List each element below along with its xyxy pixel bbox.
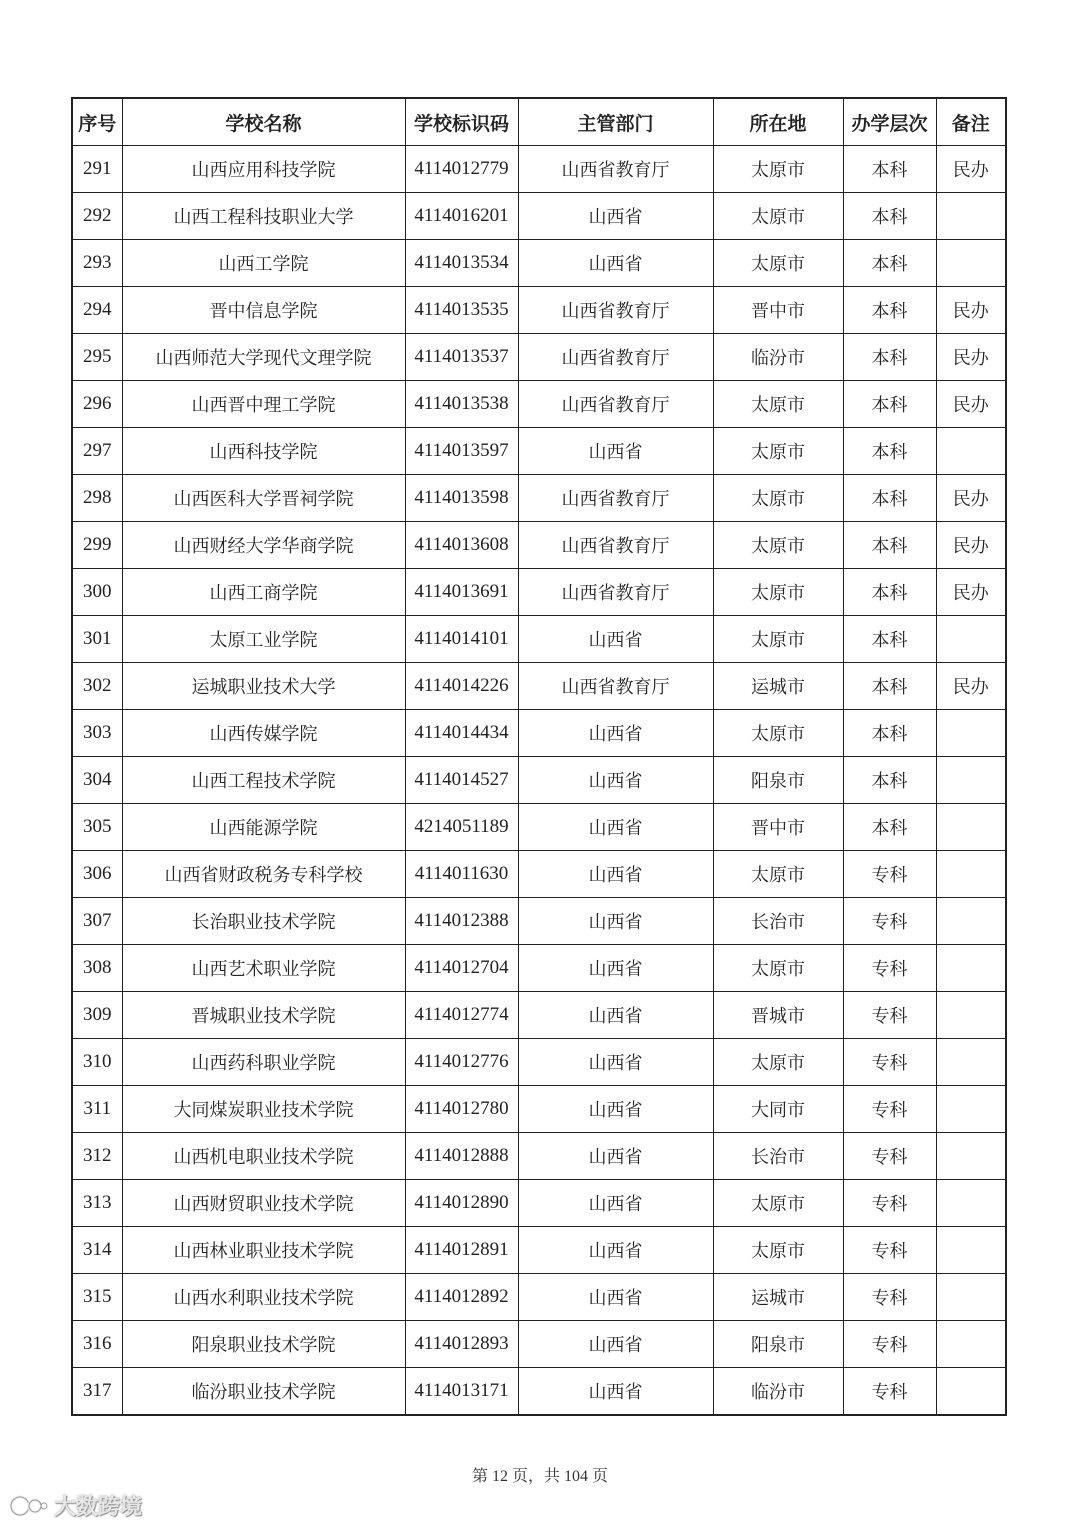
cell-seq: 302 [72,663,122,710]
cell-note [936,1368,1006,1416]
cell-seq: 308 [72,945,122,992]
cell-school-code: 4114012704 [405,945,518,992]
cell-level: 本科 [843,381,936,428]
cell-level: 本科 [843,193,936,240]
cell-department: 山西省教育厅 [518,569,713,616]
cell-school-name: 太原工业学院 [122,616,405,663]
header-school-name: 学校名称 [122,98,405,146]
cell-department: 山西省 [518,757,713,804]
cell-level: 专科 [843,851,936,898]
header-row [72,98,1006,146]
table-row [72,616,1006,663]
cell-note [936,1227,1006,1274]
cell-note [936,757,1006,804]
table-header [72,98,1006,146]
cell-note: 民办 [936,569,1006,616]
cell-note [936,1133,1006,1180]
page-number: 第 12 页，共 104 页 [471,1468,608,1485]
table-row [72,1321,1006,1368]
cell-note [936,992,1006,1039]
cell-note [936,1086,1006,1133]
cell-note: 民办 [936,663,1006,710]
cell-school-name: 山西财贸职业技术学院 [122,1180,405,1227]
table-row [72,193,1006,240]
cell-level: 本科 [843,757,936,804]
cell-note [936,240,1006,287]
cell-seq: 312 [72,1133,122,1180]
table-row [72,1133,1006,1180]
cell-note [936,1274,1006,1321]
cell-location: 太原市 [713,616,843,663]
cell-level: 本科 [843,240,936,287]
school-table-container [71,97,1005,1416]
cell-note: 民办 [936,146,1006,193]
cell-school-name: 山西工商学院 [122,569,405,616]
table-row [72,334,1006,381]
cell-department: 山西省 [518,1368,713,1416]
cell-note [936,851,1006,898]
cell-seq: 294 [72,287,122,334]
cell-school-code: 4114012780 [405,1086,518,1133]
cell-department: 山西省 [518,1086,713,1133]
table-row [72,1274,1006,1321]
cell-school-name: 山西医科大学晋祠学院 [122,475,405,522]
cell-level: 专科 [843,1321,936,1368]
table-row [72,569,1006,616]
cell-seq: 316 [72,1321,122,1368]
cell-seq: 291 [72,146,122,193]
cell-department: 山西省教育厅 [518,334,713,381]
table-row [72,663,1006,710]
school-list-table [71,97,1007,1416]
cell-school-code: 4114016201 [405,193,518,240]
table-row [72,898,1006,945]
cell-department: 山西省 [518,240,713,287]
cell-location: 长治市 [713,898,843,945]
cell-school-name: 长治职业技术学院 [122,898,405,945]
cell-school-code: 4114014434 [405,710,518,757]
cell-school-name: 山西省财政税务专科学校 [122,851,405,898]
cell-school-name: 山西晋中理工学院 [122,381,405,428]
cell-location: 太原市 [713,945,843,992]
cell-note [936,1180,1006,1227]
cell-seq: 305 [72,804,122,851]
cell-seq: 293 [72,240,122,287]
cell-note [936,804,1006,851]
cell-location: 晋城市 [713,992,843,1039]
header-department: 主管部门 [518,98,713,146]
cell-department: 山西省教育厅 [518,475,713,522]
table-row [72,475,1006,522]
cell-department: 山西省 [518,1321,713,1368]
cell-school-name: 山西应用科技学院 [122,146,405,193]
cell-department: 山西省 [518,851,713,898]
cell-location: 临汾市 [713,334,843,381]
cell-level: 专科 [843,1180,936,1227]
cell-seq: 303 [72,710,122,757]
watermark-logo-icon [8,1493,48,1519]
cell-level: 本科 [843,475,936,522]
cell-seq: 300 [72,569,122,616]
cell-level: 专科 [843,992,936,1039]
cell-level: 本科 [843,804,936,851]
cell-level: 专科 [843,1086,936,1133]
cell-school-code: 4114013691 [405,569,518,616]
table-row [72,804,1006,851]
header-school-code: 学校标识码 [405,98,518,146]
cell-department: 山西省教育厅 [518,287,713,334]
cell-school-code: 4114012891 [405,1227,518,1274]
cell-seq: 296 [72,381,122,428]
cell-school-name: 山西财经大学华商学院 [122,522,405,569]
cell-school-name: 山西科技学院 [122,428,405,475]
cell-department: 山西省 [518,428,713,475]
cell-location: 运城市 [713,663,843,710]
cell-school-name: 山西工程科技职业大学 [122,193,405,240]
cell-school-code: 4114013171 [405,1368,518,1416]
table-row [72,945,1006,992]
cell-school-code: 4114011630 [405,851,518,898]
cell-location: 太原市 [713,1227,843,1274]
cell-location: 晋中市 [713,804,843,851]
cell-school-name: 阳泉职业技术学院 [122,1321,405,1368]
cell-seq: 301 [72,616,122,663]
cell-school-code: 4114013535 [405,287,518,334]
cell-school-name: 山西工学院 [122,240,405,287]
cell-school-code: 4114014527 [405,757,518,804]
cell-location: 太原市 [713,381,843,428]
cell-department: 山西省 [518,710,713,757]
cell-school-code: 4114012892 [405,1274,518,1321]
cell-school-name: 大同煤炭职业技术学院 [122,1086,405,1133]
cell-level: 本科 [843,146,936,193]
table-row [72,428,1006,475]
table-body [72,146,1006,1416]
cell-location: 太原市 [713,428,843,475]
table-row [72,240,1006,287]
cell-note: 民办 [936,475,1006,522]
cell-location: 太原市 [713,240,843,287]
cell-note [936,616,1006,663]
cell-department: 山西省教育厅 [518,522,713,569]
cell-seq: 297 [72,428,122,475]
cell-level: 专科 [843,898,936,945]
cell-level: 本科 [843,710,936,757]
header-note: 备注 [936,98,1006,146]
cell-school-name: 山西药科职业学院 [122,1039,405,1086]
cell-school-name: 临汾职业技术学院 [122,1368,405,1416]
cell-department: 山西省 [518,616,713,663]
cell-level: 本科 [843,287,936,334]
table-row [72,522,1006,569]
cell-location: 长治市 [713,1133,843,1180]
cell-note [936,428,1006,475]
cell-school-name: 晋中信息学院 [122,287,405,334]
cell-location: 太原市 [713,522,843,569]
cell-school-code: 4114013537 [405,334,518,381]
table-row [72,381,1006,428]
cell-department: 山西省 [518,193,713,240]
cell-school-name: 山西艺术职业学院 [122,945,405,992]
cell-location: 晋中市 [713,287,843,334]
cell-school-name: 山西师范大学现代文理学院 [122,334,405,381]
table-row [72,287,1006,334]
cell-school-name: 山西传媒学院 [122,710,405,757]
cell-school-code: 4114012888 [405,1133,518,1180]
cell-department: 山西省教育厅 [518,663,713,710]
cell-level: 专科 [843,1227,936,1274]
watermark-text: 大数跨境 [54,1495,143,1520]
cell-seq: 295 [72,334,122,381]
cell-level: 专科 [843,1274,936,1321]
table-row [72,146,1006,193]
cell-note [936,1039,1006,1086]
cell-department: 山西省 [518,1180,713,1227]
table-row [72,992,1006,1039]
table-row [72,1227,1006,1274]
cell-level: 本科 [843,663,936,710]
cell-note [936,710,1006,757]
cell-department: 山西省 [518,1039,713,1086]
watermark [8,1490,142,1521]
cell-level: 本科 [843,569,936,616]
cell-school-name: 山西能源学院 [122,804,405,851]
cell-location: 太原市 [713,1180,843,1227]
table-row [72,757,1006,804]
cell-school-code: 4114012774 [405,992,518,1039]
table-row [72,1086,1006,1133]
cell-seq: 299 [72,522,122,569]
cell-school-code: 4114012779 [405,146,518,193]
cell-location: 太原市 [713,475,843,522]
cell-note: 民办 [936,334,1006,381]
cell-department: 山西省教育厅 [518,146,713,193]
cell-school-code: 4114012893 [405,1321,518,1368]
cell-level: 本科 [843,428,936,475]
cell-school-name: 山西机电职业技术学院 [122,1133,405,1180]
cell-school-code: 4114012388 [405,898,518,945]
header-level: 办学层次 [843,98,936,146]
cell-department: 山西省 [518,1133,713,1180]
table-row [72,1180,1006,1227]
cell-seq: 315 [72,1274,122,1321]
cell-department: 山西省 [518,992,713,1039]
cell-department: 山西省 [518,898,713,945]
cell-seq: 292 [72,193,122,240]
cell-seq: 317 [72,1368,122,1416]
cell-school-name: 山西水利职业技术学院 [122,1274,405,1321]
cell-department: 山西省 [518,804,713,851]
cell-level: 本科 [843,616,936,663]
cell-seq: 307 [72,898,122,945]
cell-note [936,945,1006,992]
cell-school-code: 4114013534 [405,240,518,287]
cell-school-code: 4214051189 [405,804,518,851]
cell-school-code: 4114013538 [405,381,518,428]
cell-school-name: 山西林业职业技术学院 [122,1227,405,1274]
cell-location: 太原市 [713,569,843,616]
table-row [72,710,1006,757]
table-row [72,1039,1006,1086]
cell-location: 太原市 [713,710,843,757]
cell-location: 大同市 [713,1086,843,1133]
cell-location: 太原市 [713,851,843,898]
cell-location: 太原市 [713,1039,843,1086]
cell-seq: 311 [72,1086,122,1133]
cell-school-name: 运城职业技术大学 [122,663,405,710]
cell-location: 阳泉市 [713,1321,843,1368]
cell-seq: 304 [72,757,122,804]
cell-school-code: 4114013598 [405,475,518,522]
cell-location: 运城市 [713,1274,843,1321]
cell-level: 专科 [843,1039,936,1086]
cell-seq: 313 [72,1180,122,1227]
cell-school-code: 4114013608 [405,522,518,569]
cell-seq: 298 [72,475,122,522]
cell-school-code: 4114012890 [405,1180,518,1227]
cell-seq: 314 [72,1227,122,1274]
cell-location: 阳泉市 [713,757,843,804]
cell-department: 山西省 [518,1227,713,1274]
cell-school-code: 4114013597 [405,428,518,475]
cell-department: 山西省 [518,1274,713,1321]
cell-level: 本科 [843,522,936,569]
cell-seq: 306 [72,851,122,898]
cell-note [936,193,1006,240]
cell-department: 山西省 [518,945,713,992]
cell-school-name: 山西工程技术学院 [122,757,405,804]
table-row [72,851,1006,898]
cell-level: 专科 [843,1133,936,1180]
cell-location: 临汾市 [713,1368,843,1416]
cell-level: 专科 [843,1368,936,1416]
cell-note: 民办 [936,287,1006,334]
cell-location: 太原市 [713,193,843,240]
cell-note [936,898,1006,945]
cell-note: 民办 [936,381,1006,428]
cell-level: 本科 [843,334,936,381]
cell-school-code: 4114012776 [405,1039,518,1086]
header-location: 所在地 [713,98,843,146]
table-row [72,1368,1006,1416]
cell-note [936,1321,1006,1368]
cell-level: 专科 [843,945,936,992]
cell-school-code: 4114014101 [405,616,518,663]
cell-school-code: 4114014226 [405,663,518,710]
cell-note: 民办 [936,522,1006,569]
cell-seq: 309 [72,992,122,1039]
cell-seq: 310 [72,1039,122,1086]
cell-school-name: 晋城职业技术学院 [122,992,405,1039]
header-seq: 序号 [72,98,122,146]
cell-location: 太原市 [713,146,843,193]
cell-department: 山西省教育厅 [518,381,713,428]
